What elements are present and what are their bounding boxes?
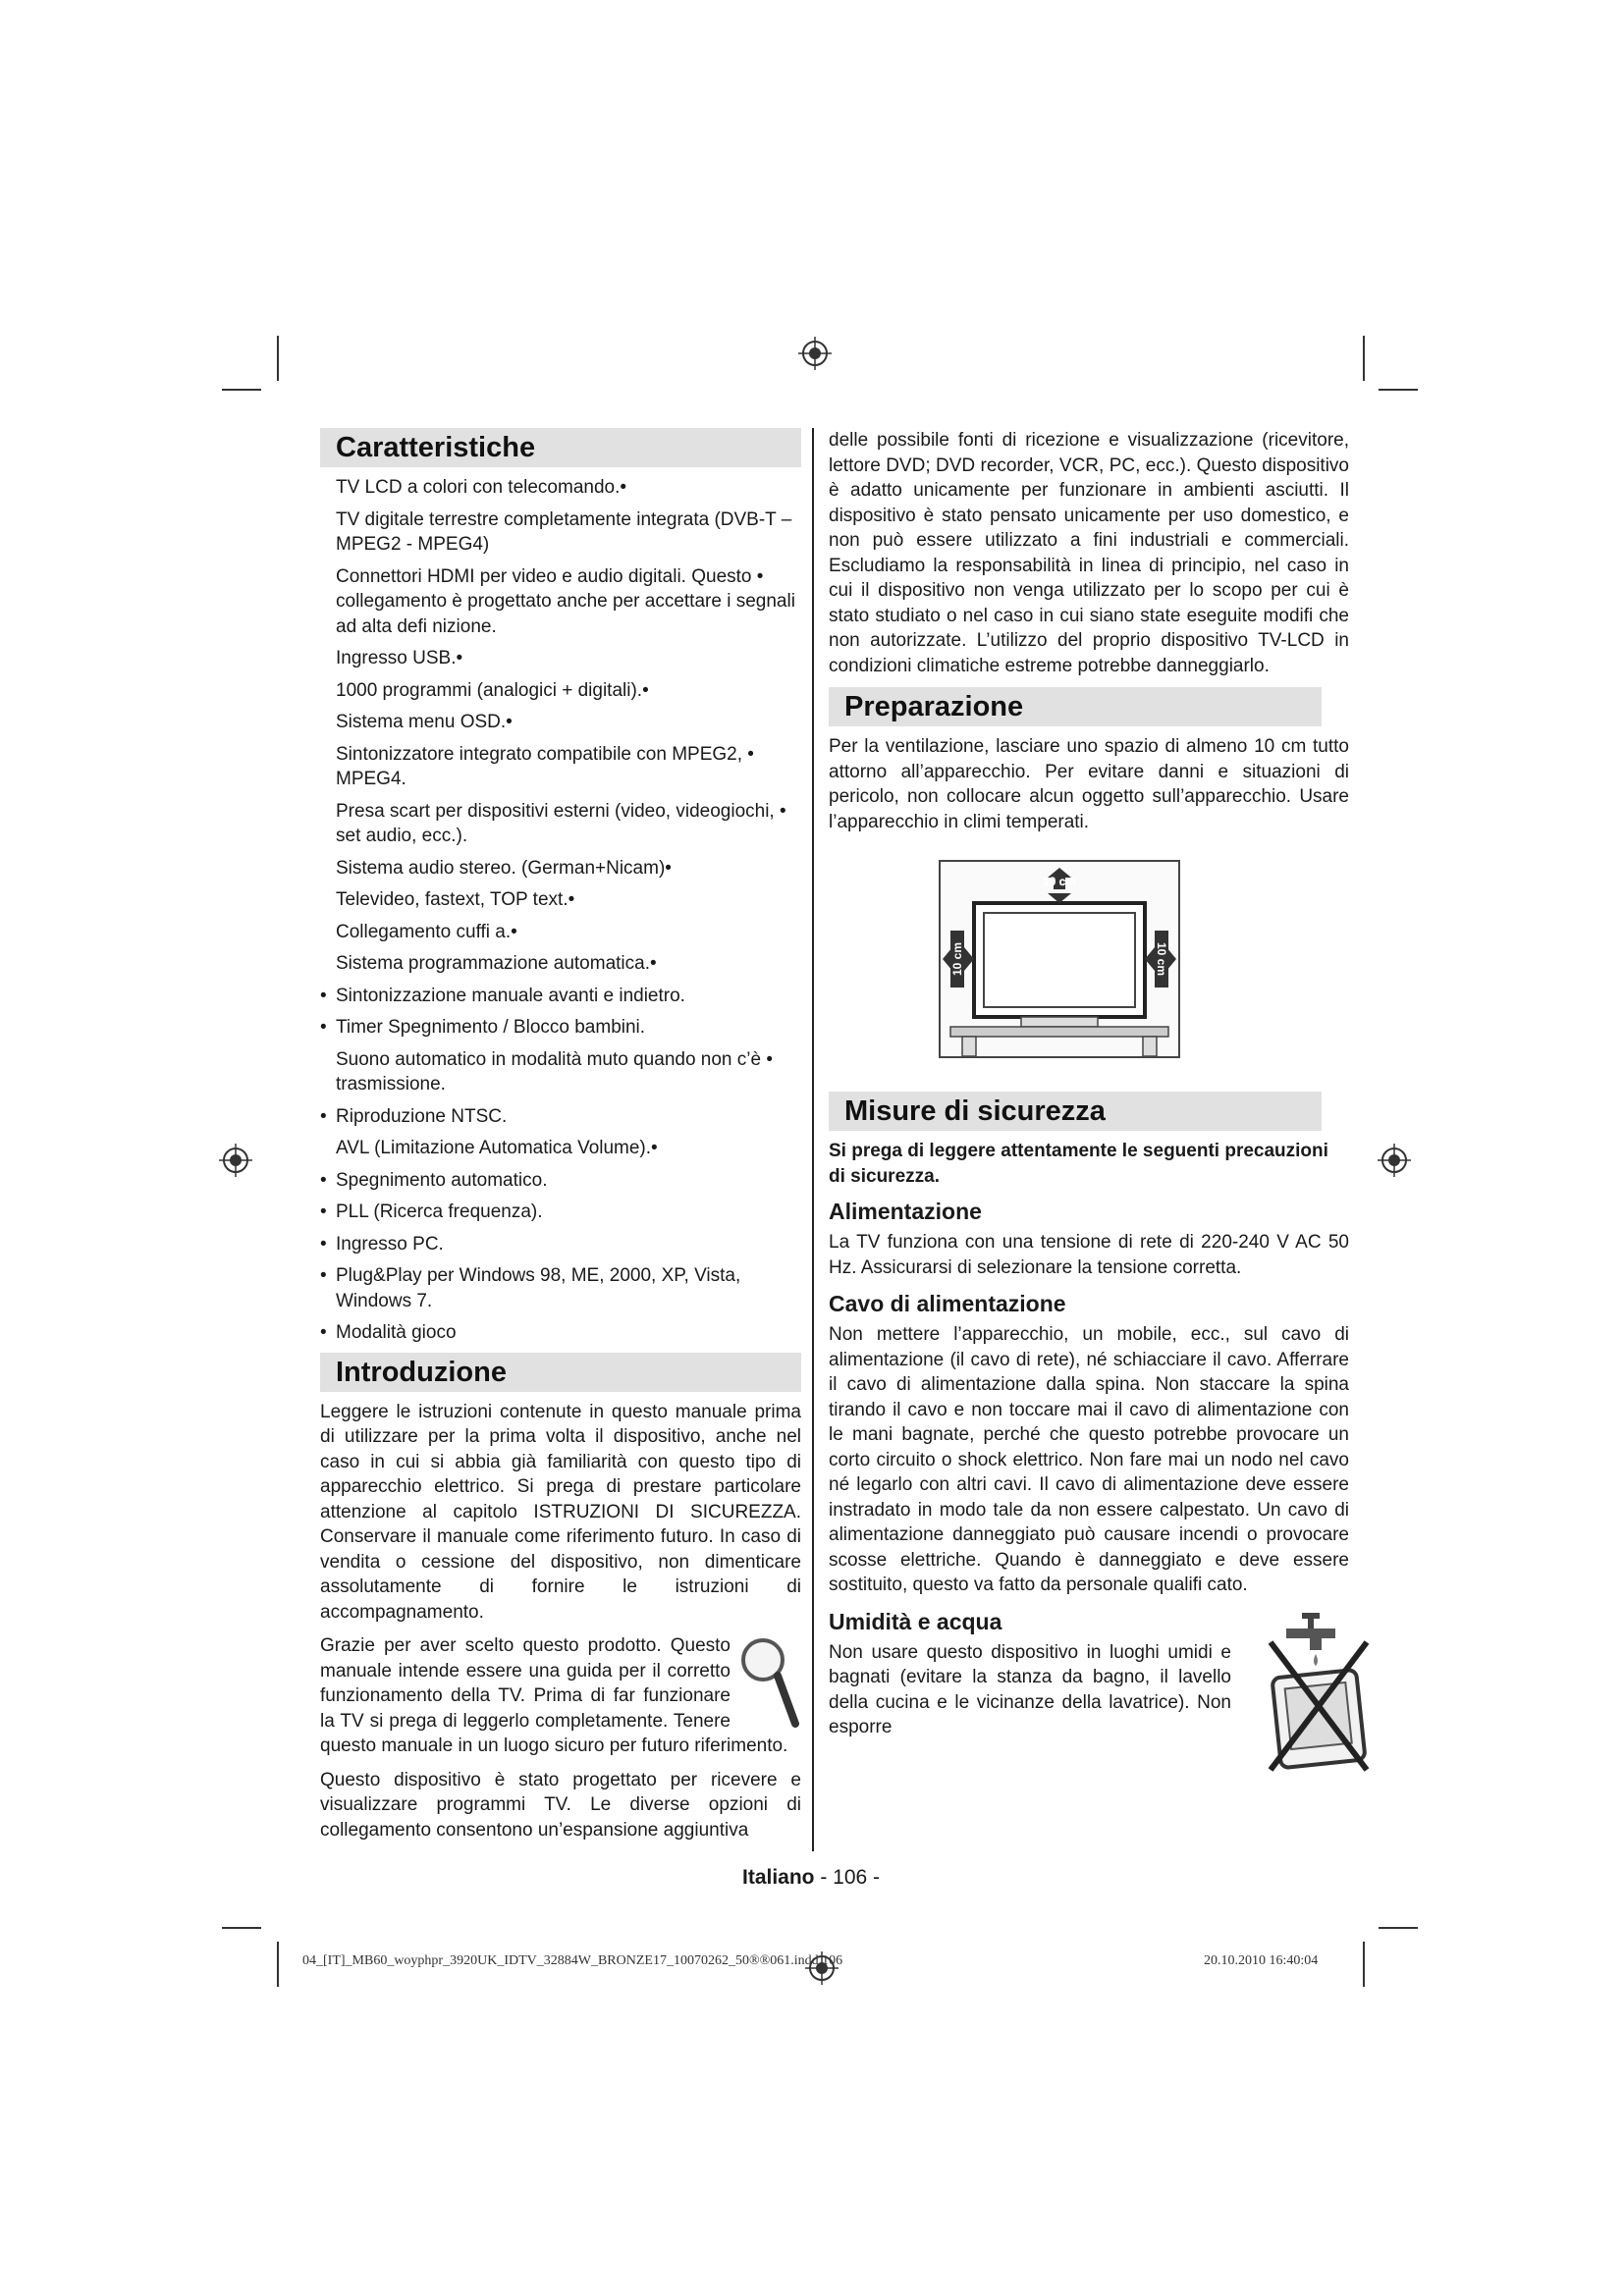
footer-page-number: - 106 - xyxy=(820,1866,881,1889)
feature-item: • Plug&Play per Windows 98, ME, 2000, XP, Vista, Windows 7. xyxy=(320,1263,801,1313)
right-clearance-label: 10 cm xyxy=(1155,941,1168,977)
feature-item: • Ingresso PC. xyxy=(320,1232,801,1257)
left-clearance-label: 10 cm xyxy=(950,941,964,977)
feature-item: TV LCD a colori con telecomando.• xyxy=(336,477,627,498)
column-divider xyxy=(812,428,814,1851)
top-clearance-label: 10 cm xyxy=(1042,875,1077,888)
crop-mark xyxy=(222,1927,261,1929)
intro-continued-paragraph: delle possibile fonti di ricezione e visualizzazione (ricevitore, lettore DVD; DVD recorder, VCR, PC, ecc.). Questo dispositivo è adatto unicamente per funzionare in ambienti asciutti. Il dispositivo è stato pensato unicamente per uso domestico, e non può essere utilizzato a fini industriali e commerciali. Escludiamo la responsabilità in linea di principio, nel caso in cui il dispositivo non venga utilizzato per lo scopo per cui è stato studiato o nel caso in cui siano state eseguite modifi che non autorizzate. L’utilizzo del proprio dispositivo TV-LCD in condizioni climatiche estreme potrebbe danneggiarlo. xyxy=(829,430,1349,676)
feature-item: TV digitale terrestre completamente integrata (DVB-T – MPEG2 - MPEG4) xyxy=(336,508,792,555)
feature-item: Sistema programmazione automatica.• xyxy=(336,953,657,974)
left-column xyxy=(320,424,801,1851)
crop-mark xyxy=(1363,1942,1365,1987)
print-slug-date: 20.10.2010 16:40:04 xyxy=(1204,1953,1319,1968)
crop-mark xyxy=(1379,1927,1418,1929)
preparation-heading: Preparazione xyxy=(829,687,1322,726)
feature-item: 1000 programmi (analogici + digitali).• xyxy=(336,679,649,701)
features-heading: Caratteristiche xyxy=(320,428,801,467)
feature-item: Sistema audio stereo. (German+Nicam)• xyxy=(336,857,672,879)
feature-item: Sistema menu OSD.• xyxy=(336,712,513,732)
feature-item: • Timer Spegnimento / Blocco bambini. xyxy=(320,1015,801,1041)
crop-mark xyxy=(277,336,279,381)
power-cable-heading: Cavo di alimentazione xyxy=(829,1291,1066,1316)
crop-mark xyxy=(1379,389,1418,391)
feature-item: Presa scart per dispositivi esterni (video, videogiochi, • set audio, ecc.). xyxy=(336,800,786,846)
feature-item: Sintonizzatore integrato compatibile con MPEG2, • MPEG4. xyxy=(336,743,754,789)
moisture-heading: Umidità e acqua xyxy=(829,1608,1002,1634)
registration-mark-icon xyxy=(798,337,832,370)
feature-item: Collegamento cuffi a.• xyxy=(336,921,517,942)
right-column xyxy=(829,424,1349,1749)
safety-heading: Misure di sicurezza xyxy=(829,1092,1322,1131)
feature-item: • Riproduzione NTSC. xyxy=(320,1104,801,1130)
moisture-section xyxy=(829,1607,1349,1740)
footer-language: Italiano xyxy=(742,1866,815,1889)
registration-mark-icon xyxy=(219,1144,252,1177)
feature-item: • Spegnimento automatico. xyxy=(320,1168,801,1194)
feature-item: Suono automatico in modalità muto quando non c’è • trasmissione. xyxy=(336,1048,773,1095)
magnifier-icon xyxy=(736,1633,801,1728)
intro-paragraph-thanks-text: Grazie per aver scelto questo prodotto. Questo manuale intende essere una guida per il corretto funzionamento della TV. Prima di far funzionare la TV si prega di leggerlo completamente. Tenere questo manuale in un luogo sicuro per futuro riferimento. xyxy=(320,1635,788,1756)
no-water-warning-icon xyxy=(1263,1607,1375,1774)
intro-paragraph-purpose: Questo dispositivo è stato progettato per ricevere e visualizzare programmi TV. Le diverse opzioni di collegamento consentono un’espansione aggiuntiva xyxy=(320,1769,801,1841)
feature-item: • Modalità gioco xyxy=(320,1320,801,1346)
feature-item: Televideo, fastext, TOP text.• xyxy=(336,889,575,910)
preparation-paragraph: Per la ventilazione, lasciare uno spazio di almeno 10 cm tutto attorno all’apparecchio. Per evitare danni e situazioni di pericolo, non collocare alcun oggetto sull’apparecchio. Usare l’apparecchio in climi temperati. xyxy=(829,736,1349,832)
crop-mark xyxy=(1363,336,1365,381)
crop-mark xyxy=(222,389,261,391)
introduction-heading: Introduzione xyxy=(320,1353,801,1392)
power-cable-paragraph: Non mettere l’apparecchio, un mobile, ecc., sul cavo di alimentazione (il cavo di rete), né schiacciare il cavo. Afferrare il cavo di alimentazione dalla spina. Non staccare la spina tirando il cavo e non toccare mai il cavo di alimentazione con le mani bagnate, perché che questo potrebbe provocare un corto circuito o shock elettrico. Non fare mai un nodo nel cavo né legarlo con altri cavi. Il cavo di alimentazione deve essere instradato in modo tale da non essere calpestato. Un cavo di alimentazione danneggiato può causare incendi o provocare scosse elettriche. Quando è danneggiato e deve essere sostituito, questo va fatto da personale qualifi cato. xyxy=(829,1324,1349,1595)
safety-intro: Si prega di leggere attentamente le seguenti precauzioni di sicurezza. xyxy=(829,1141,1328,1187)
feature-item: • PLL (Ricerca frequenza). xyxy=(320,1200,801,1225)
features-list xyxy=(320,475,801,1346)
intro-paragraph: Leggere le istruzioni contenute in questo manuale prima di utilizzare per la prima volta il dispositivo, anche nel caso in cui si abbia già familiarità con questo tipo di apparecchio elettrico. Si prega di prestare particolare attenzione al capitolo ISTRUZIONI DI SICUREZZA. Conservare il manuale come riferimento futuro. In caso di vendita o cessione del dispositivo, non dimenticare assolutamente di fornire le istruzioni di accompagnamento. xyxy=(320,1401,801,1623)
feature-item: AVL (Limitazione Automatica Volume).• xyxy=(336,1138,658,1158)
intro-paragraph-thanks xyxy=(320,1633,801,1759)
feature-item: • Sintonizzazione manuale avanti e indietro. xyxy=(320,984,801,1009)
ventilation-clearance-figure xyxy=(939,860,1180,1058)
moisture-paragraph: Non usare questo dispositivo in luoghi umidi e bagnati (evitare la stanza da bagno, il lavello della cucina e le vicinanze della lavatrice). Non esporre xyxy=(829,1641,1231,1737)
power-heading: Alimentazione xyxy=(829,1199,982,1224)
feature-item: Connettori HDMI per video e audio digitali. Questo • collegamento è progettato anche per accettare i segnali ad alta defi nizione. xyxy=(336,565,795,637)
print-slug-file: 04_[IT]_MB60_woyphpr_3920UK_IDTV_32884W_BRONZE17_10070262_50®®061.indd 106 xyxy=(302,1953,843,1968)
manual-page xyxy=(320,424,1349,1916)
page-footer xyxy=(742,1866,880,1890)
crop-mark xyxy=(277,1942,279,1987)
feature-item: Ingresso USB.• xyxy=(336,648,463,668)
registration-mark-icon xyxy=(1378,1144,1411,1177)
power-paragraph: La TV funziona con una tensione di rete di 220-240 V AC 50 Hz. Assicurarsi di selezionare la tensione corretta. xyxy=(829,1232,1349,1278)
